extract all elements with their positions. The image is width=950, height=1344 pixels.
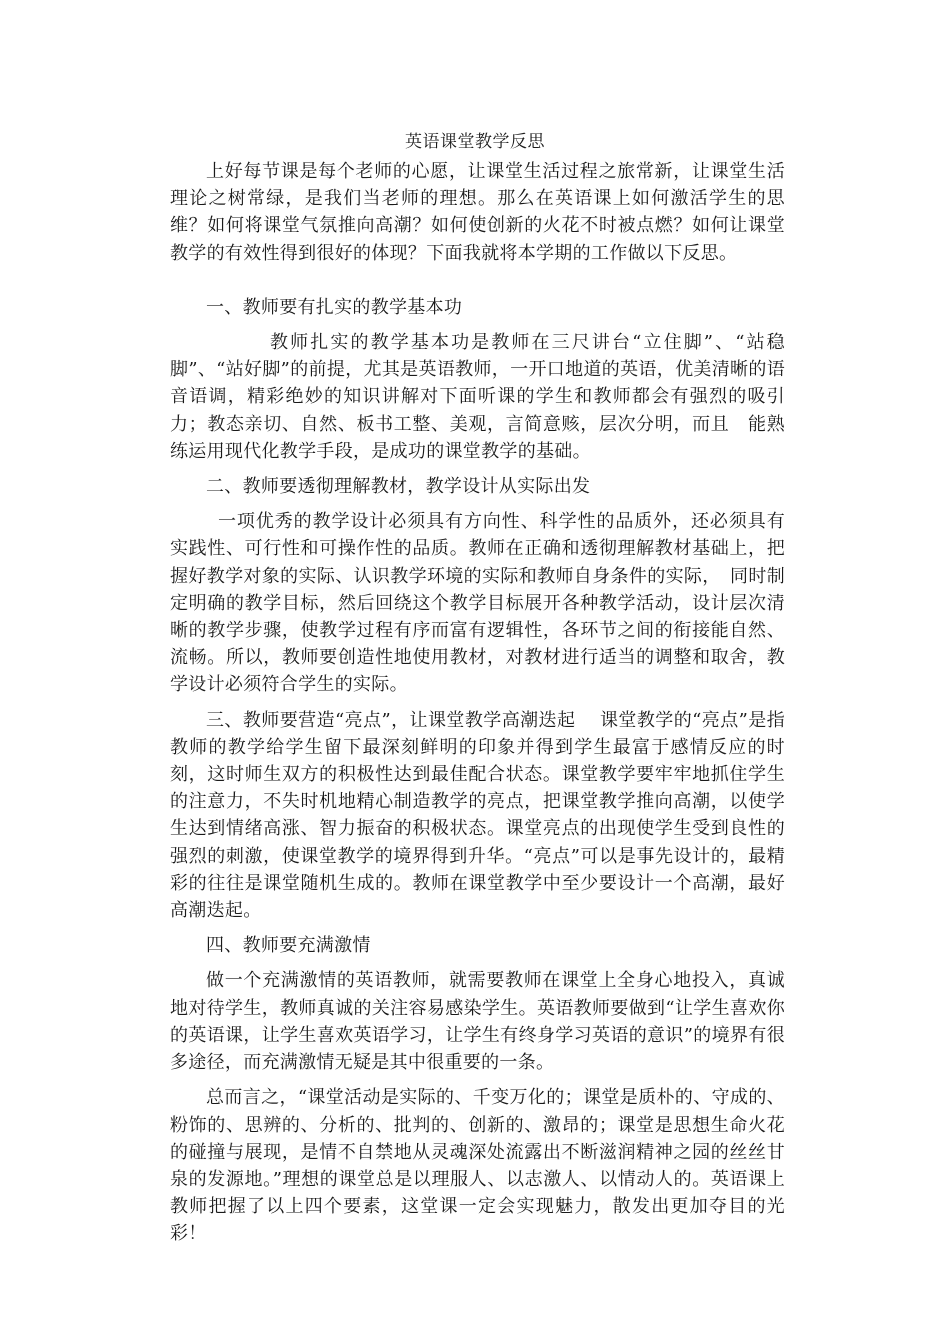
document-title: 英语课堂教学反思 (405, 132, 545, 152)
intro-paragraph: 上好每节课是每个老师的心愿，让课堂生活过程之旅常新，让课堂生活理论之树常绿，是我们当老师的理想。那么在英语课上如何激活学生的思维？如何将课堂气氛推向高潮？如何使创新的火花不时被点燃？如何让课堂教学的有效性得到很好的体现？下面我就将本学期的工作做以下反思。 (170, 161, 785, 264)
section-3-paragraph: 三、教师要营造“亮点”，让课堂教学高潮迭起 课堂教学的“亮点”是指教师的教学给学生留下最深刻鲜明的印象并得到学生最富于感情反应的时刻，这时师生双方的积极性达到最佳配合状态。课堂教学要牢牢地抓住学生的注意力，不失时机地精心制造教学的亮点，把课堂教学推向高潮，以使学生达到情绪高涨、智力振奋的积极状态。课堂亮点的出现使学生受到良性的强烈的刺激，使课堂教学的境界得到升华。“亮点”可以是事先设计的，最精彩的往往是课堂随机生成的。教师在课堂教学中至少要设计一个高潮，最好高潮迭起。 (170, 709, 785, 922)
section-2-paragraph: 一项优秀的教学设计必须具有方向性、科学性的品质外，还必须具有实践性、可行性和可操作性的品质。教师在正确和透彻理解教材基础上，把握好教学对象的实际、认识教学环境的实际和教师自身条件的实际， 同时制定明确的教学目标，然后回绕这个教学目标展开各种教学活动，设计层次清晰的教学步骤，使教学过程有序而富有逻辑性，各环节之间的衔接能自然、流畅。所以，教师要创造性地使用教材，对教材进行适当的调整和取舍，教学设计必须符合学生的实际。 (170, 511, 785, 696)
document-body (170, 158, 785, 1248)
section-4-paragraph: 做一个充满激情的英语教师，就需要教师在课堂上全身心地投入，真诚地对待学生，教师真诚的关注容易感染学生。英语教师要做到“让学生喜欢你的英语课，让学生喜欢英语学习，让学生有终身学习英语的意识”的境界有很多途径，而充满激情无疑是其中很重要的一条。 (170, 970, 785, 1074)
section-2-heading: 二、教师要透彻理解教材，教学设计从实际出发 (206, 476, 591, 498)
section-1-heading: 一、教师要有扎实的教学基本功 (206, 296, 463, 318)
section-4-heading: 四、教师要充满激情 (206, 935, 371, 957)
section-1-paragraph: 教师扎实的教学基本功是教师在三尺讲台“立住脚”、“站稳脚”、“站好脚”的前提，尤其是英语教师，一开口地道的英语，优美清晰的语音语调，精彩绝妙的知识讲解对下面听课的学生和教师都会有强烈的吸引力；教态亲切、自然、板书工整、美观，言简意赅，层次分明，而且 能熟练运用现代化教学手段，是成功的课堂教学的基础。 (170, 332, 785, 462)
conclusion-paragraph: 总而言之，“课堂活动是实际的、千变万化的；课堂是质朴的、守成的、粉饰的、思辨的、分析的、批判的、创新的、激昂的；课堂是思想生命火花的碰撞与展现，是情不自禁地从灵魂深处流露出不断滋润精神之园的丝丝甘泉的发源地。”理想的课堂总是以理服人、以志激人、以情动人的。英语课上教师把握了以上四个要素，这堂课一定会实现魅力，散发出更加夺目的光彩！ (170, 1087, 785, 1245)
